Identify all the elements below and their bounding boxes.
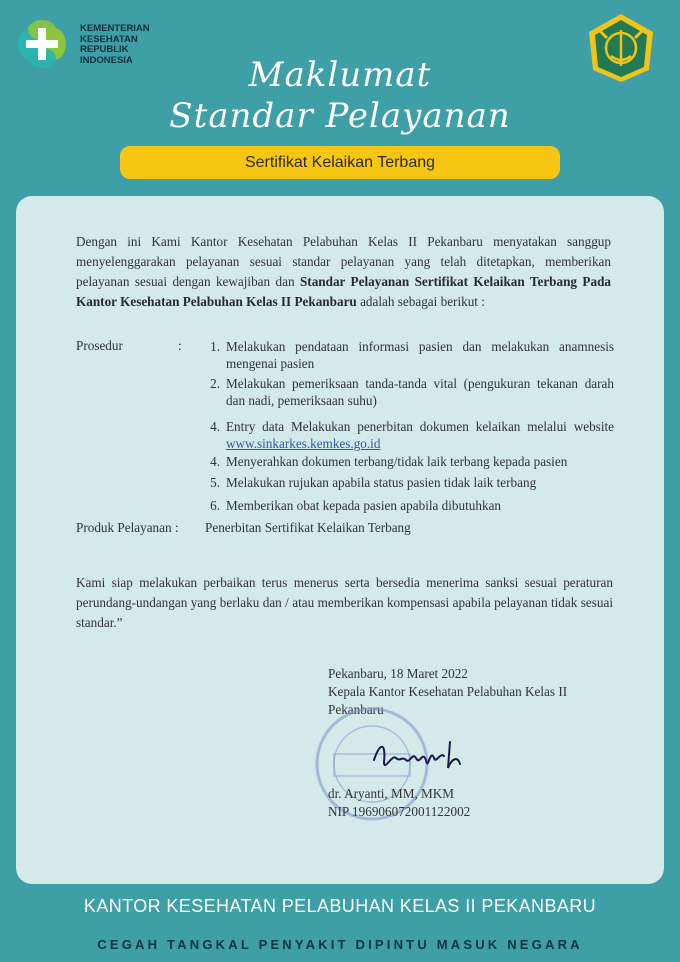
step-text: [226, 418, 614, 452]
step-number: 4.: [210, 454, 220, 469]
page-title-line2: Standar Pelayanan: [169, 96, 511, 136]
step-number: 6.: [210, 498, 220, 513]
signer-nip: NIP 196906072001122002: [328, 804, 471, 819]
step-text: Melakukan rujukan apabila status pasien tidak laik terbang: [226, 475, 537, 490]
step-number: 2.: [210, 376, 220, 391]
produk-label: Produk Pelayanan :: [76, 520, 179, 535]
page-title-line1: Maklumat: [248, 55, 432, 95]
step-text-main: Entry data Melakukan penerbitan dokumen kelaikan melalui website: [226, 419, 614, 434]
step-number: 1.: [210, 339, 220, 354]
step-text: Melakukan pemeriksaan tanda-tanda vital (pengukuran tekanan darah dan nadi, pemeriksaan suhu): [226, 376, 614, 408]
step-number: 5.: [210, 475, 220, 490]
intro-text-2: adalah sebagai berikut :: [356, 294, 485, 309]
step-text: Melakukan pendataan informasi pasien dan melakukan anamnesis mengenai pasien: [226, 339, 614, 371]
prosedur-label: Prosedur: [76, 338, 123, 353]
closing-paragraph: Kami siap melakukan perbaikan terus menerus serta bersedia menerima sanksi sesuai peraturan perundang-undangan yang berlaku dan / atau memberikan kompensasi apabila pelayanan tidak sesuai standar.”: [76, 575, 613, 630]
sign-place-date: Pekanbaru, 18 Maret 2022: [328, 666, 468, 681]
ministry-logo-text: KEMENTERIAN KESEHATAN REPUBLIK INDONESIA: [80, 23, 150, 66]
step-number: 4.: [210, 419, 220, 434]
intro-text-1: Dengan ini Kami Kantor Kesehatan Pelabuhan Kelas II Pekanbaru menyatakan sanggup menyelenggarakan pelayanan sesuai standar pelayanan yang telah ditetapkan, memberikan pelayanan sesuai dengan kewajiban dan: [76, 234, 611, 289]
service-banner: Sertifikat Kelaikan Terbang: [120, 146, 560, 179]
footer-office-name: KANTOR KESEHATAN PELABUHAN KELAS II PEKANBARU: [83, 896, 597, 916]
produk-value: Penerbitan Sertifikat Kelaikan Terbang: [205, 520, 411, 535]
intro-paragraph: [76, 232, 611, 312]
prosedur-colon: :: [178, 338, 182, 353]
handwritten-signature-icon: [370, 738, 470, 778]
step-text: Memberikan obat kepada pasien apabila dibutuhkan: [226, 498, 502, 513]
sign-position-line1: Kepala Kantor Kesehatan Pelabuhan Kelas II: [328, 684, 568, 699]
sinkarkes-link[interactable]: www.sinkarkes.kemkes.go.id: [226, 436, 381, 451]
intro-bold-text: Standar Pelayanan Sertifikat Kelaikan Terbang Pada Kantor Kesehatan Pelabuhan Kelas II Pekanbaru: [76, 274, 611, 309]
sign-position-line2: Pekanbaru: [328, 702, 384, 717]
signer-name: dr. Aryanti, MM, MKM: [328, 786, 455, 801]
step-text: Menyerahkan dokumen terbang/tidak laik terbang kepada pasien: [226, 454, 568, 469]
footer-motto: CEGAH TANGKAL PENYAKIT DIPINTU MASUK NEGARA: [97, 937, 583, 952]
